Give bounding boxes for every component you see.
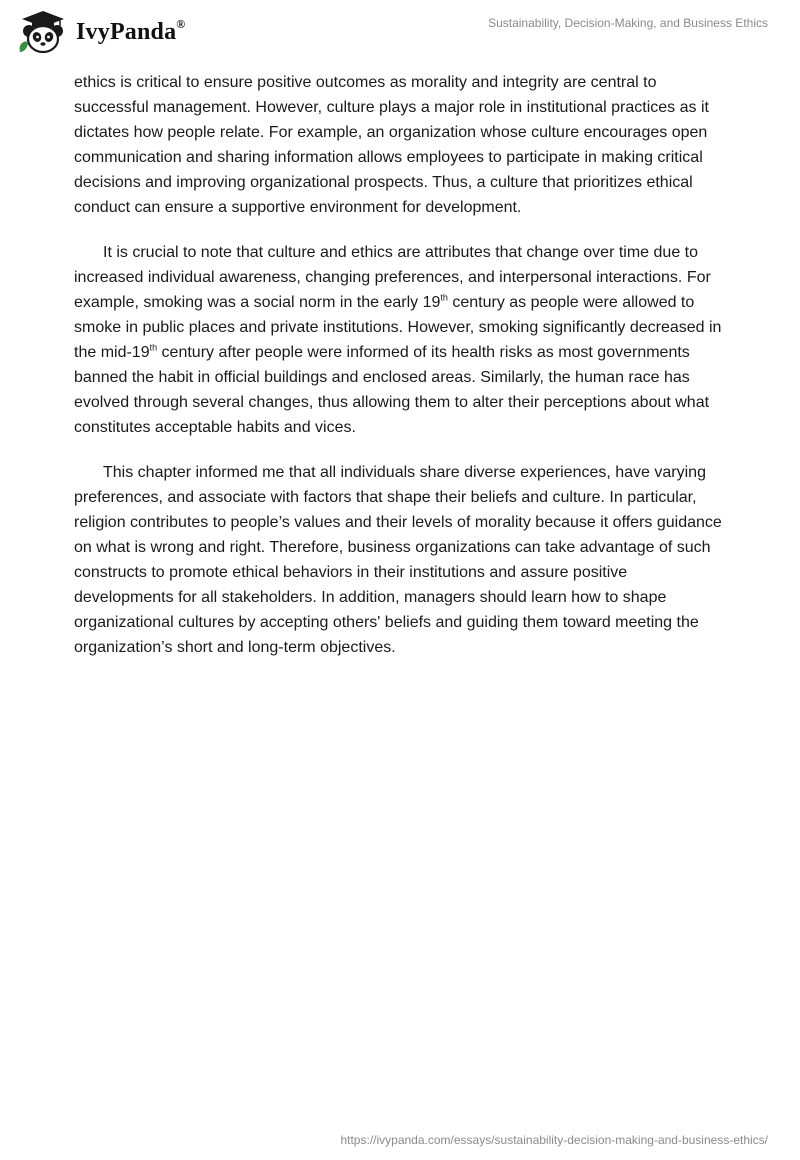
paragraph-2-text-c: century after people were informed of its health risks as most governments banned the habit in official buildings and enclosed areas. Similarly, the human race has evolved through several changes, thus allowing them to alter their perceptions about what constitutes acceptable habits and vices. [74, 344, 710, 436]
panda-logo-icon [14, 8, 72, 56]
paragraph-1: ethics is critical to ensure positive outcomes as morality and integrity are central to successful management. However, culture plays a major role in institutional practices as it dictates how people relate. For example, an organization whose culture encourages open communication and sharing information allows employees to participate in making critical decisions and improving organizational prospects. Thus, a culture that prioritizes ethical conduct can ensure a supportive environment for development. [74, 74, 709, 216]
essay-body [74, 70, 730, 680]
running-title: Sustainability, Decision-Making, and Business Ethics [488, 16, 768, 30]
ordinal-superscript: th [149, 342, 158, 353]
paragraph-3: This chapter informed me that all individuals share diverse experiences, have varying preferences, and associate with factors that shape their beliefs and culture. In particular, religion contributes to people’s values and their levels of morality because it offers guidance on what is wrong and right. Therefore, business organizations can take advantage of such constructs to promote ethical behaviors in their institutions and assure positive developments for all stakeholders. In addition, managers should learn how to shape organizational cultures by accepting others' beliefs and guiding them toward meeting the organization’s short and long-term objectives. [74, 464, 722, 656]
paragraph-2-text-a: It is crucial to note that culture and ethics are attributes that change over time due to increased individual awareness, changing preferences, and interpersonal interactions. For example, smoking was a social norm in the early 19 [74, 244, 711, 311]
brand-name [76, 16, 186, 46]
brand-name-text: IvyPanda [76, 18, 177, 45]
source-url-link[interactable]: https://ivypanda.com/essays/sustainability-decision-making-and-business-ethics/ [340, 1133, 768, 1147]
page-header [0, 0, 800, 60]
paragraph-2 [74, 240, 730, 440]
paragraph-2-text-b: century as people were allowed to smoke in public places and private institutions. However, smoking significantly decreased in the mid-19 [74, 294, 722, 361]
registered-mark: ® [176, 16, 186, 31]
brand-logo[interactable] [14, 8, 185, 56]
ordinal-superscript: th [440, 292, 448, 303]
